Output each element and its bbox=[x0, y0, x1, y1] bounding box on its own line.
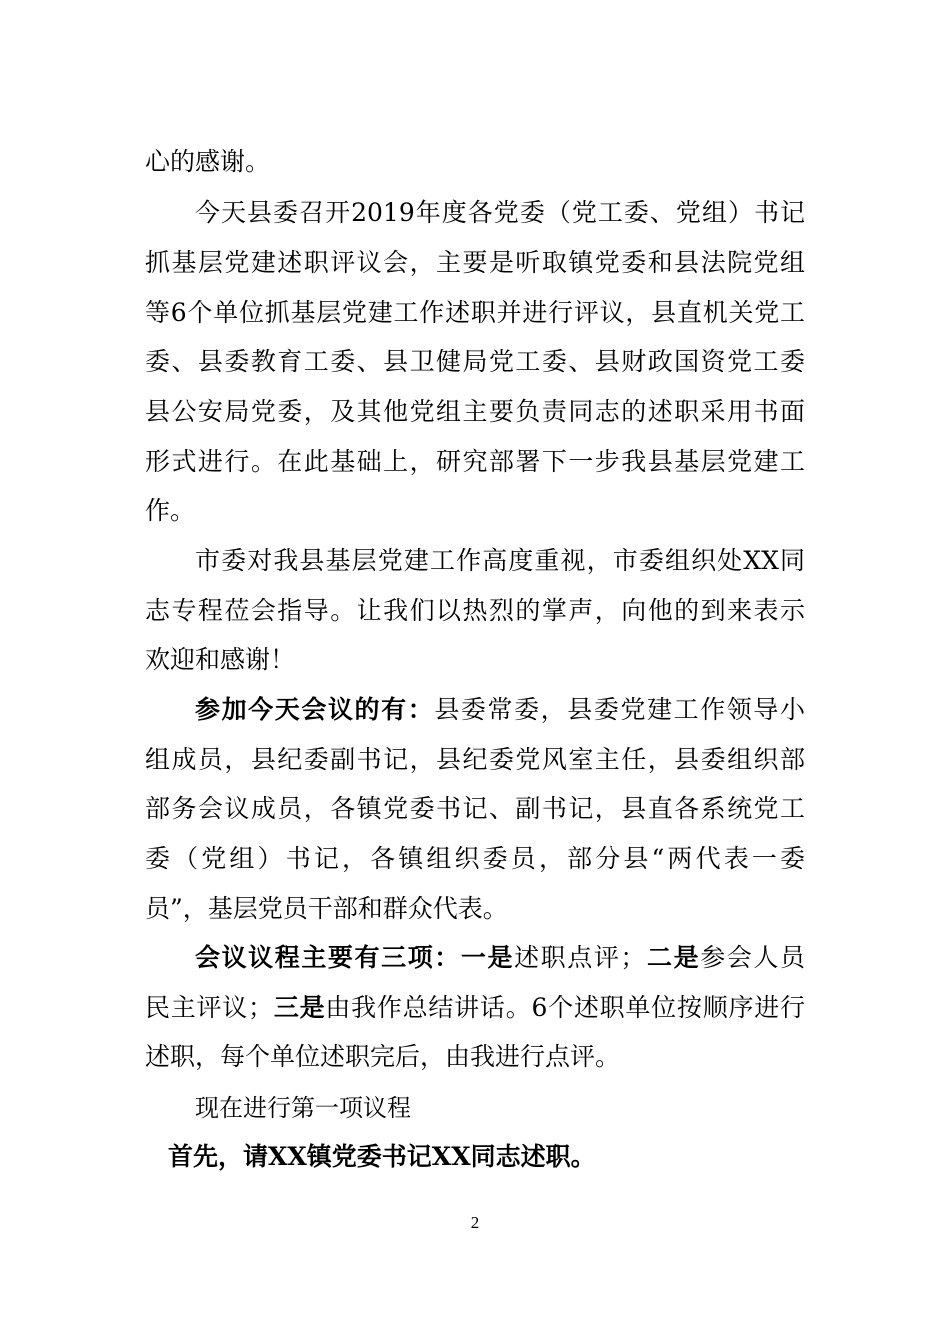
bold-lead: 参加今天会议的有： bbox=[195, 695, 435, 724]
text-line: 述职，每个单位述职完后，由我进行点评。 bbox=[145, 1042, 621, 1071]
text-line: 心的感谢。 bbox=[145, 147, 271, 176]
text-line: 委、县委教育工委、县卫健局党工委、县财政国资党工委 bbox=[145, 347, 805, 376]
text-line: 志专程莅会指导。让我们以热烈的掌声，向他的到来表示 bbox=[145, 596, 805, 625]
text-span: 由我作总结讲话。6个述职单位按顺序进行 bbox=[325, 993, 805, 1022]
text-line bbox=[195, 943, 805, 973]
text-line: 委（党组）书记，各镇组织委员，部分县“两代表一委 bbox=[145, 844, 805, 873]
text-span: 县委常委，县委党建工作领导小 bbox=[434, 695, 805, 724]
agenda-item-label: 二是 bbox=[645, 943, 701, 972]
text-span: 述职点评； bbox=[514, 943, 646, 972]
text-line: 抓基层党建述职评议会，主要是听取镇党委和县法院党组 bbox=[145, 248, 805, 277]
text-line bbox=[145, 993, 805, 1023]
text-line: 形式进行。在此基础上，研究部署下一步我县基层党建工 bbox=[145, 447, 805, 476]
text-line: 部务会议成员，各镇党委书记、副书记，县直各系统党工 bbox=[145, 794, 805, 823]
text-line: 作。 bbox=[145, 496, 196, 525]
text-line: 组成员，县纪委副书记，县纪委党风室主任，县委组织部 bbox=[145, 745, 805, 774]
agenda-start-line: 现在进行第一项议程 bbox=[195, 1094, 411, 1122]
text-line: 县公安局党委，及其他党组主要负责同志的述职采用书面 bbox=[145, 397, 805, 426]
text-line: 今天县委召开2019年度各党委（党工委、党组）书记 bbox=[195, 198, 805, 227]
text-line: 等6个单位抓基层党建工作述职并进行评议，县直机关党工 bbox=[145, 298, 805, 327]
text-span: 民主评议； bbox=[145, 993, 274, 1022]
text-line: 市委对我县基层党建工作高度重视，市委组织处XX同 bbox=[195, 546, 805, 575]
bold-lead: 会议议程主要有三项： bbox=[195, 943, 461, 972]
agenda-item-label: 一是 bbox=[460, 943, 515, 972]
text-span: 参会人员 bbox=[700, 943, 805, 972]
page-number: 2 bbox=[470, 1213, 480, 1232]
text-line bbox=[195, 695, 805, 725]
text-line: 员”，基层党员干部和群众代表。 bbox=[145, 894, 508, 923]
agenda-item-label: 三是 bbox=[273, 993, 326, 1022]
first-speaker-line: 首先，请XX镇党委书记XX同志述职。 bbox=[168, 1142, 596, 1171]
text-line: 欢迎和感谢！ bbox=[145, 645, 296, 674]
